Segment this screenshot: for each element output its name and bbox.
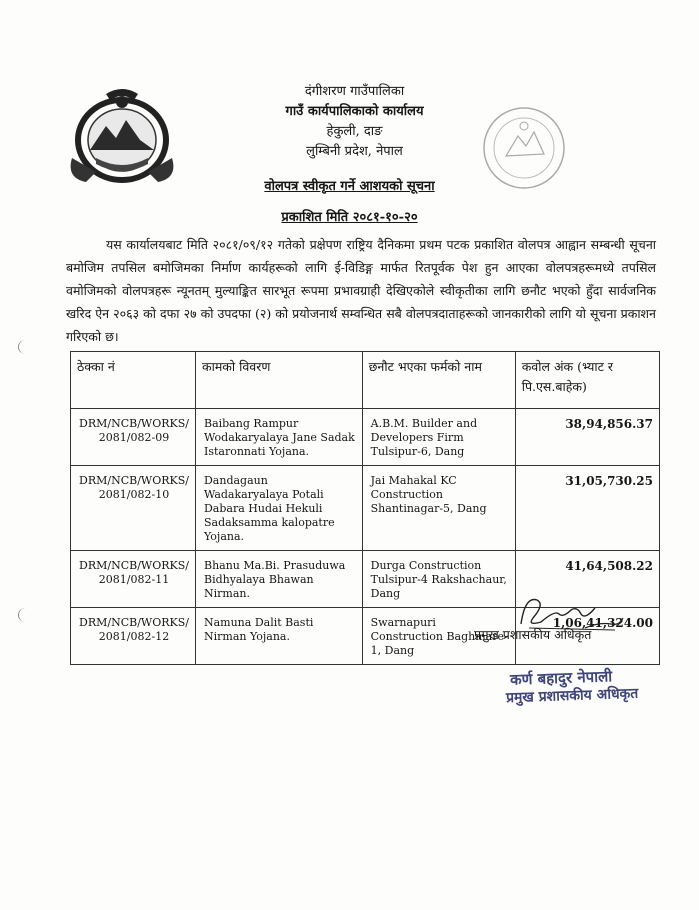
bid-amount-cell: 38,94,856.37 [515, 409, 659, 466]
municipality-name: दंगीशरण गाउँपालिका [304, 84, 405, 99]
officer-title: प्रमुख प्रशासकीय अधिकृत [474, 627, 592, 642]
notice-paragraph [66, 233, 656, 348]
firm-name-cell: Jai Mahakal KC Construction Shantinagar-5, Dang [362, 466, 515, 551]
contract-no-cell: DRM/NCB/WORKS/ 2081/082-09 [71, 409, 196, 466]
work-description-cell: Bhanu Ma.Bi. Prasuduwa Bidhyalaya Bhawan Nirman. [195, 551, 362, 608]
firm-name-cell: A.B.M. Builder and Developers Firm Tulsipur-6, Dang [362, 409, 515, 466]
contract-no-cell: DRM/NCB/WORKS/ 2081/082-12 [71, 608, 196, 665]
office-name: गाउँ कार्यपालिकाको कार्यालय [285, 104, 424, 119]
work-description-cell: Baibang Rampur Wodakaryalaya Jane Sadak Istaronnati Yojana. [195, 409, 362, 466]
header-contract-no: ठेक्का नं [71, 352, 196, 409]
work-description-cell: Dandagaun Wadakaryalaya Potali Dabara Hudai Hekuli Sadaksamma kalopatre Yojana. [195, 466, 362, 551]
office-province: लुम्बिनी प्रदेश, नेपाल [306, 144, 403, 159]
notice-title [0, 176, 699, 194]
notice-paragraph-text: यस कार्यालयबाट मिति २०८१/०९/१२ गतेको प्रक्षेपण राष्ट्रिय दैनिकमा प्रथम पटक प्रकाशित वोलपत्र आह्वान सम्बन्धी सूचना बमोजिम तपसिल बमोजिमका निर्माण कार्यहरूको लागि ई-विडिङ्ग मार्फत रितपूर्वक पेश हुन आएका वोलपत्रहरूमध्ये तपसिल वमोजिमको वोलपत्रहरू न्यूनतम् मुल्याङ्कित सारभूत रूपमा प्रभावग्राही देखिएकोले स्वीकृतीका लागि छनौट भएको हुँदा सार्वजनिक खरिद ऐन २०६३ को दफा २७ को उपदफा (२) को प्रयोजनार्थ सम्वन्धित सबै वोलपत्रदाताहरूको जानकारीको लागि यो सूचना प्रकाशन गरिएको छ। [66, 237, 656, 344]
stamp-officer-post: प्रमुख प्रशासकीय अधिकृत [505, 685, 639, 707]
bid-amount-cell: 31,05,730.25 [515, 466, 659, 551]
header-selected-firm: छनौट भएका फर्मको नाम [362, 352, 515, 409]
firm-name-cell: Durga Construction Tulsipur-4 Rakshachaur, Dang [362, 551, 515, 608]
office-place: हेकुली, दाङ [326, 124, 383, 139]
binding-mark [18, 340, 33, 354]
table-header-row [71, 352, 660, 409]
notice-title-text: वोलपत्र स्वीकृत गर्ने आशयको सूचना [264, 179, 435, 194]
contract-no-cell: DRM/NCB/WORKS/ 2081/082-11 [71, 551, 196, 608]
work-description-cell: Namuna Dalit Basti Nirman Yojana. [195, 608, 362, 665]
published-date-text: प्रकाशित मिति २०८१-१०-२० [281, 210, 418, 225]
table-row [71, 466, 660, 551]
header-work-description: कामको विवरण [195, 352, 362, 409]
firm-name-cell: Swarnapuri Construction Baghmare-1, Dang [362, 608, 515, 665]
letterhead [0, 82, 699, 162]
bid-amount-cell: 1,06,41,324.00 [515, 608, 659, 665]
header-bid-amount: कवोल अंक (भ्याट र पि.एस.बाहेक) [515, 352, 659, 409]
published-date [0, 207, 699, 225]
contract-no-cell: DRM/NCB/WORKS/ 2081/082-10 [71, 466, 196, 551]
binding-mark [18, 608, 33, 622]
table-row [71, 409, 660, 466]
bid-amount-cell: 41,64,508.22 [515, 551, 659, 608]
stamp-officer-name: कर्ण बहादुर नेपाली [509, 667, 613, 689]
